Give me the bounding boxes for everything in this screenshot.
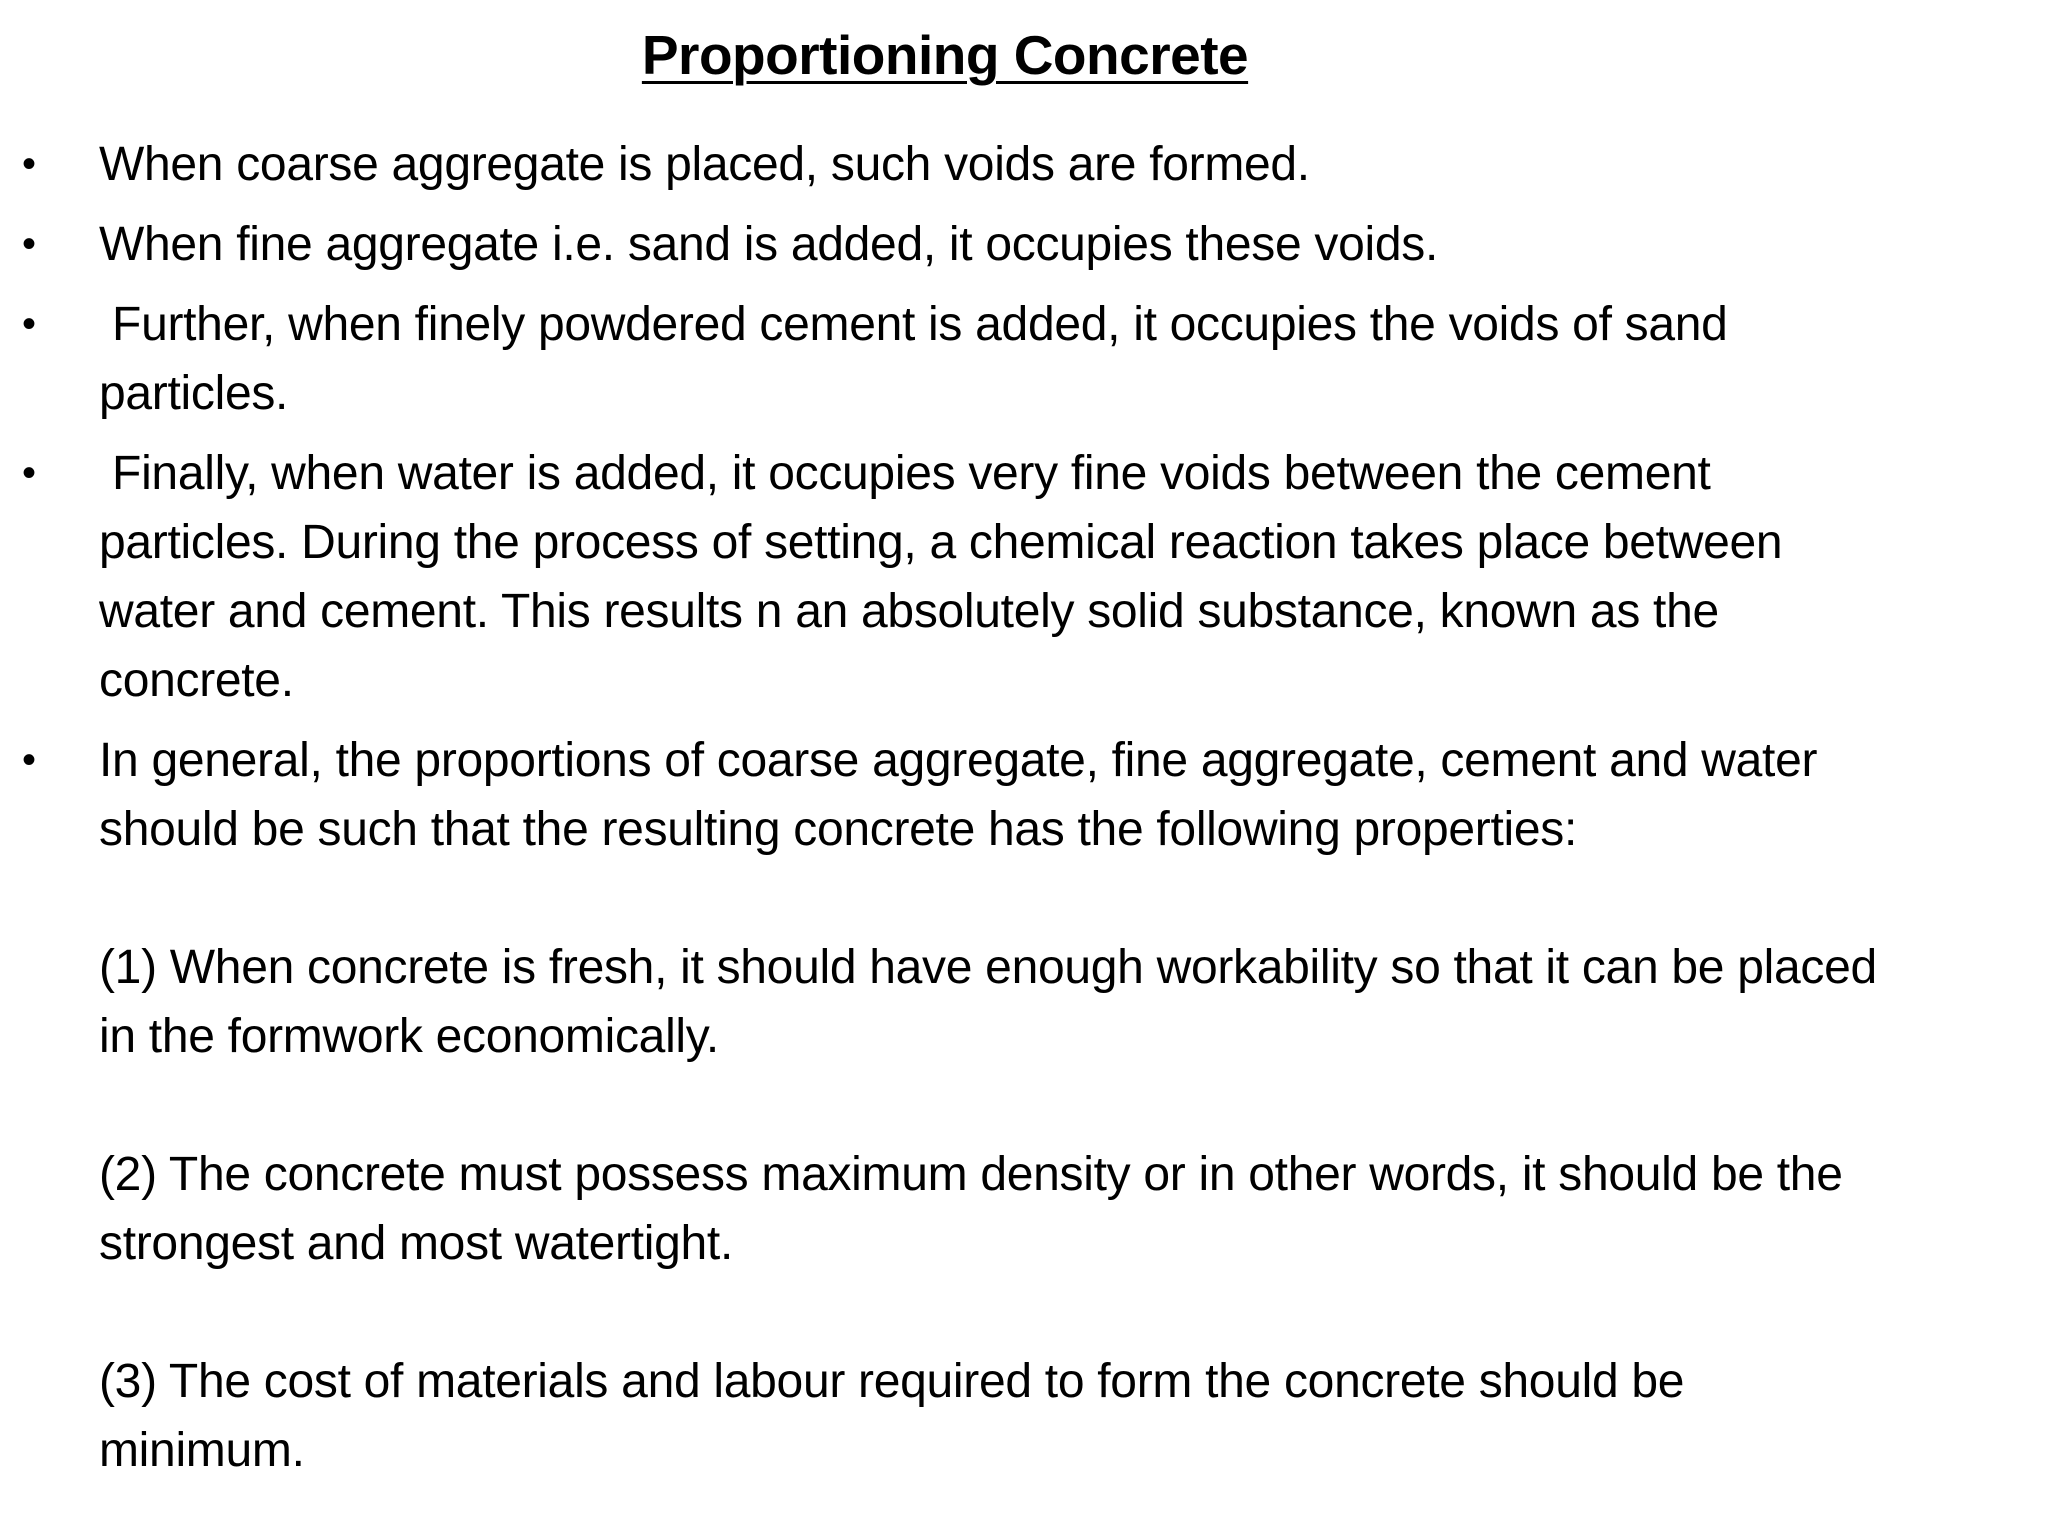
spacer	[0, 1071, 2048, 1140]
bullet-text: Further, when finely powdered cement is added, it occupies the voids of sand particles.	[99, 298, 1741, 420]
property-item: (2) The concrete must possess maximum density or in other words, it should be the strongest and most watertight.	[99, 1148, 1843, 1270]
bullet-text: When fine aggregate i.e. sand is added, it occupies these voids.	[99, 218, 1438, 271]
bullet-marker: •	[22, 142, 36, 186]
bullet-marker: •	[22, 302, 36, 346]
bullet-marker: •	[22, 451, 36, 495]
bullet-item	[0, 210, 1899, 279]
bullet-item	[0, 290, 1899, 428]
spacer	[0, 864, 2048, 933]
bullet-text: In general, the proportions of coarse aggregate, fine aggregate, cement and water should be such that the resulting concrete has the following properties:	[99, 734, 1818, 856]
bullet-marker: •	[22, 738, 36, 782]
bullet-item	[0, 439, 1899, 715]
bullet-text: Finally, when water is added, it occupies very fine voids between the cement particles. During the process of setting, a chemical reaction takes place between water and cement. This results n an absolutely solid substance, known as the concrete.	[99, 447, 1796, 707]
slide-title: Proportioning Concrete	[641, 24, 1249, 86]
property-item: (3) The cost of materials and labour required to form the concrete should be minimum.	[99, 1355, 1685, 1477]
bullet-item	[0, 130, 1899, 199]
bullet-text: When coarse aggregate is placed, such voids are formed.	[99, 138, 1310, 191]
bullet-item	[0, 726, 1899, 864]
property-item: (1) When concrete is fresh, it should have enough workability so that it can be placed in the formwork economically.	[99, 941, 1877, 1063]
bullet-marker: •	[22, 222, 36, 266]
bullet-list	[0, 130, 2048, 1485]
spacer	[0, 1278, 2048, 1347]
